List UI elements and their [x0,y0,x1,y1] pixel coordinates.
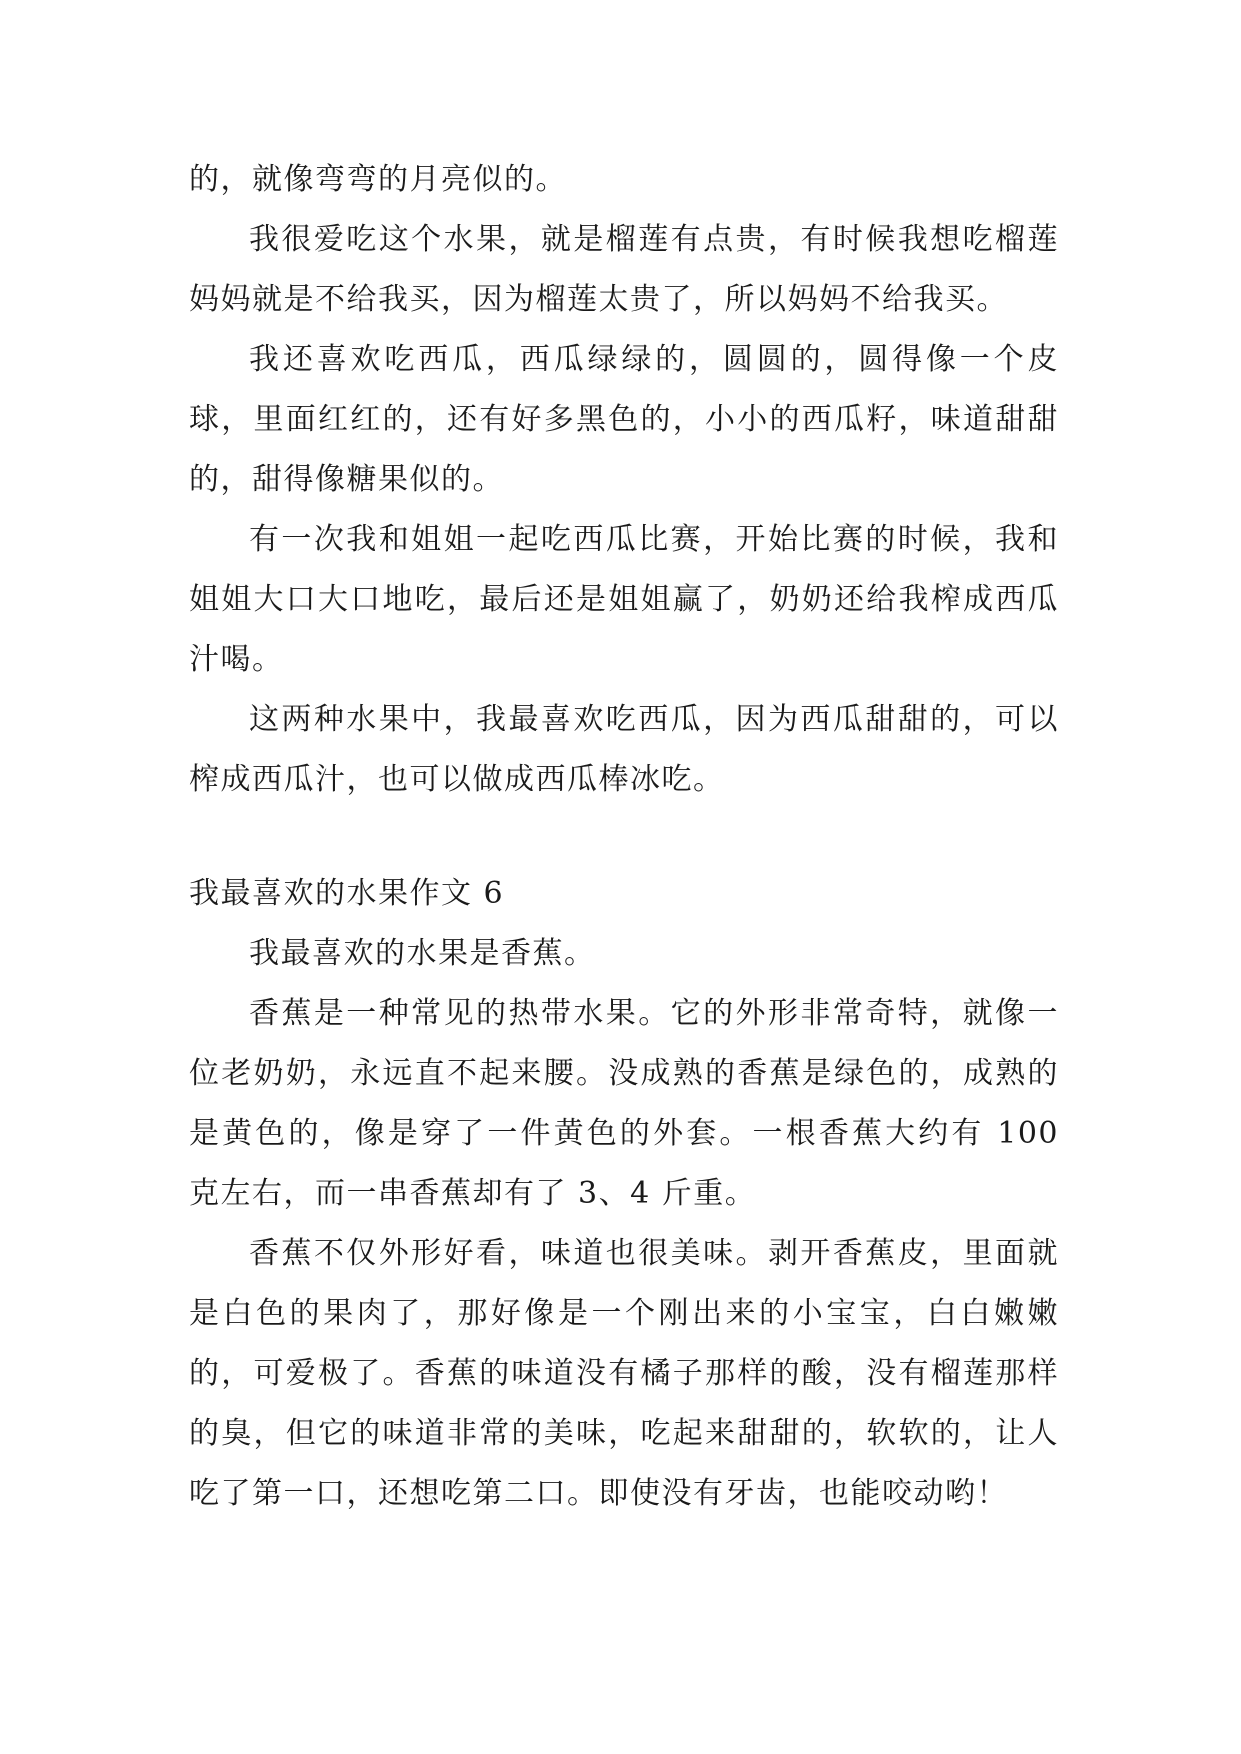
paragraph-conclusion: 这两种水果中，我最喜欢吃西瓜，因为西瓜甜甜的，可以榨成西瓜汁，也可以做成西瓜棒冰吃。 [189,702,1059,797]
paragraph-watermelon: 我还喜欢吃西瓜，西瓜绿绿的，圆圆的，圆得像一个皮球，里面红红的，还有好多黑色的，小小的西瓜籽，味道甜甜的，甜得像糖果似的。 [189,342,1059,497]
document-body [189,150,1059,1524]
section-heading: 我最喜欢的水果作文 6 [189,876,505,911]
paragraph-durian: 我很爱吃这个水果，就是榴莲有点贵，有时候我想吃榴莲妈妈就是不给我买，因为榴莲太贵了，所以妈妈不给我买。 [189,222,1059,317]
paragraph-banana-taste: 香蕉不仅外形好看，味道也很美味。剥开香蕉皮，里面就是白色的果肉了，那好像是一个刚出来的小宝宝，白白嫩嫩的，可爱极了。香蕉的味道没有橘子那样的酸，没有榴莲那样的臭，但它的味道非常的美味，吃起来甜甜的，软软的，让人吃了第一口，还想吃第二口。即使没有牙齿，也能咬动哟！ [189,1236,1059,1511]
paragraph-banana-intro: 我最喜欢的水果是香蕉。 [249,936,596,971]
paragraph-continuation: 的，就像弯弯的月亮似的。 [189,162,567,197]
paragraph-contest: 有一次我和姐姐一起吃西瓜比赛，开始比赛的时候，我和姐姐大口大口地吃，最后还是姐姐赢了，奶奶还给我榨成西瓜汁喝。 [189,522,1059,677]
paragraph-banana-appearance: 香蕉是一种常见的热带水果。它的外形非常奇特，就像一位老奶奶，永远直不起来腰。没成熟的香蕉是绿色的，成熟的是黄色的，像是穿了一件黄色的外套。一根香蕉大约有 100 克左右，而一串香蕉却有了 3、4 斤重。 [189,996,1059,1211]
